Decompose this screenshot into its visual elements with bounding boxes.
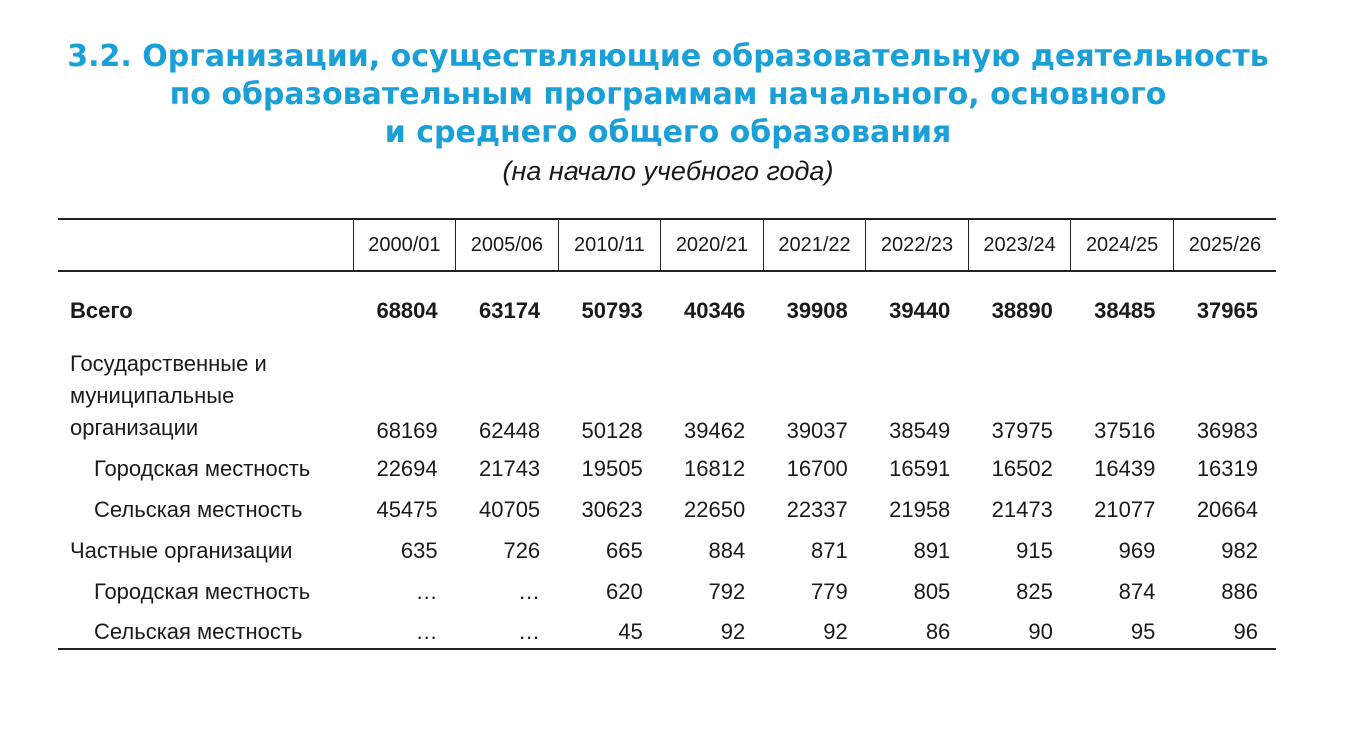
table-cell: 915	[1016, 537, 1053, 563]
table-cell: 805	[913, 578, 951, 604]
table-cell: 886	[1221, 578, 1258, 604]
table-cell: 884	[708, 537, 746, 563]
title-line-1: 3.2. Организации, осуществляющие образовательную деятельность	[67, 39, 1269, 74]
row-label: Частные организации	[70, 537, 293, 563]
row-label: Городская местность	[94, 578, 311, 604]
table-cell: 22694	[376, 455, 438, 481]
table-cell: 92	[823, 619, 848, 644]
table-bottom-rule	[58, 648, 1276, 650]
data-table-wrapper	[58, 218, 1276, 652]
table-row-total	[58, 271, 1276, 344]
column-header: 2005/06	[456, 219, 559, 271]
table-cell: 969	[1118, 537, 1156, 563]
header-corner	[58, 219, 353, 271]
table-cell: 22650	[684, 496, 746, 522]
column-header: 2023/24	[968, 219, 1071, 271]
table-cell: 20664	[1196, 496, 1258, 522]
table-cell: 68169	[376, 418, 438, 443]
table-cell: 36983	[1196, 418, 1258, 443]
table-cell: 891	[913, 537, 951, 563]
table-cell: 50128	[581, 418, 643, 443]
table-cell: 50793	[581, 298, 643, 323]
table-cell: 16591	[889, 455, 951, 481]
table-cell: 40346	[684, 298, 746, 323]
table-cell: 30623	[581, 496, 643, 522]
table-cell: 39440	[889, 298, 951, 323]
column-header: 2000/01	[353, 219, 456, 271]
table-cell: 90	[1028, 619, 1053, 644]
title-block	[0, 38, 1336, 188]
table-cell: 37965	[1196, 298, 1258, 323]
table-cell: 19505	[581, 455, 643, 481]
column-header: 2021/22	[763, 219, 866, 271]
table-cell: 635	[400, 537, 438, 563]
table-cell: 665	[605, 537, 643, 563]
table-cell: 16319	[1196, 455, 1258, 481]
table-cell: 95	[1130, 619, 1156, 644]
data-table	[58, 218, 1276, 652]
row-label: Сельская местность	[94, 496, 303, 522]
table-cell: 39462	[684, 418, 746, 443]
table-row	[58, 571, 1276, 612]
table-row	[58, 489, 1276, 530]
table-cell: 38549	[889, 418, 951, 443]
table-cell: 871	[811, 537, 848, 563]
row-label: Сельская местность	[94, 619, 303, 644]
row-label: Государственные и муниципальные организации	[70, 351, 267, 440]
table-row	[58, 530, 1276, 571]
table-cell: 982	[1221, 537, 1258, 563]
column-header: 2020/21	[661, 219, 764, 271]
table-cell: 45475	[376, 496, 438, 522]
column-header: 2025/26	[1173, 219, 1276, 271]
table-cell: 38485	[1094, 298, 1156, 323]
table-cell: …	[415, 578, 438, 604]
table-cell: 21473	[991, 496, 1053, 522]
table-cell: 825	[1016, 578, 1053, 604]
table-cell: 37516	[1094, 418, 1156, 443]
table-cell: 792	[708, 578, 746, 604]
table-cell: 86	[925, 619, 951, 644]
column-header: 2024/25	[1071, 219, 1174, 271]
table-cell: 38890	[991, 298, 1053, 323]
table-cell: 62448	[478, 418, 541, 443]
row-label: Всего	[70, 298, 133, 323]
table-cell: …	[518, 619, 541, 644]
table-cell: 92	[720, 619, 746, 644]
table-cell: 16700	[786, 455, 848, 481]
header-row	[58, 219, 1276, 271]
table-cell: …	[415, 619, 438, 644]
table-cell: 45	[618, 619, 643, 644]
table-cell: 620	[605, 578, 643, 604]
table-cell: 39037	[786, 418, 848, 443]
table-cell: 37975	[991, 418, 1053, 443]
table-cell: 16502	[991, 455, 1053, 481]
table-cell: 726	[503, 537, 541, 563]
table-cell: 874	[1118, 578, 1156, 604]
column-header: 2022/23	[866, 219, 969, 271]
title-line-2: по образовательным программам начального, основного	[169, 77, 1167, 112]
table-cell: 63174	[478, 298, 541, 323]
table-cell: 21743	[478, 455, 541, 481]
column-header: 2010/11	[558, 219, 661, 271]
table-cell: 16439	[1094, 455, 1156, 481]
table-cell: 39908	[786, 298, 848, 323]
table-cell: 16812	[684, 455, 746, 481]
subtitle: (на начало учебного года)	[502, 156, 834, 186]
table-cell: 96	[1233, 619, 1258, 644]
row-label: Городская местность	[94, 455, 311, 481]
table-cell: 779	[811, 578, 848, 604]
table-cell: 40705	[478, 496, 541, 522]
table-row	[58, 344, 1276, 448]
title-line-3: и среднего общего образования	[384, 115, 952, 150]
table-cell: 22337	[786, 496, 848, 522]
table-row	[58, 612, 1276, 652]
table-row	[58, 448, 1276, 489]
table-cell: 68804	[376, 298, 438, 323]
table-cell: 21077	[1094, 496, 1156, 522]
table-cell: 21958	[889, 496, 951, 522]
table-cell: …	[518, 578, 541, 604]
